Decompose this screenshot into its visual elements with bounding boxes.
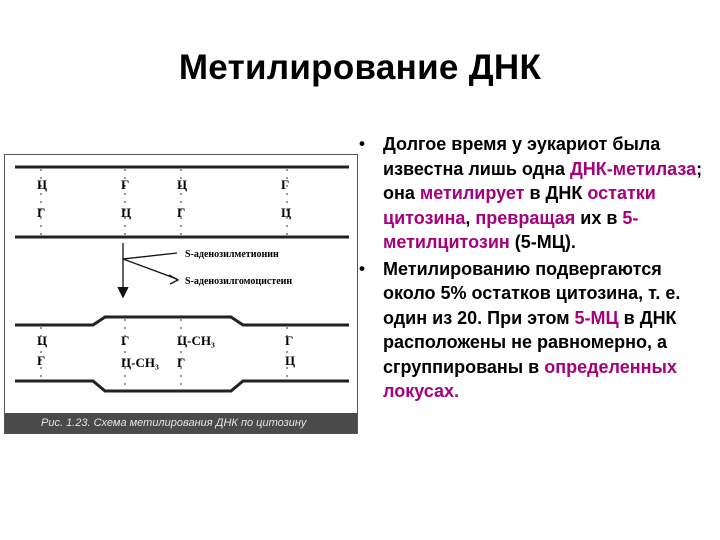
base-bottom-4: Ц [281, 205, 292, 220]
text-run: ; она [383, 158, 703, 203]
methylation-diagram [4, 154, 358, 434]
highlight-run: определенных локусах. [383, 356, 677, 401]
base-top-2: Г [121, 177, 130, 192]
base-top-after-4: Г [285, 333, 294, 348]
text-run: в ДНК расположены не равномерно, а сгруппированы в [383, 307, 677, 377]
slide-title: Метилирование ДНК [178, 48, 542, 87]
highlight-run: 5-метилцитозин [383, 207, 639, 252]
base-top-after-1: Ц [37, 333, 48, 348]
base-bottom-1: Г [37, 205, 46, 220]
base-top-after-2: Г [121, 333, 130, 348]
product-label: S-аденозилгомоцистеин [185, 276, 293, 287]
text-run: их в [575, 207, 623, 228]
bullet-item-1 [357, 132, 707, 255]
figure-caption: Рис. 1.23. Схема метилирования ДНК по цитозину [5, 413, 357, 433]
base-top-4: Г [281, 177, 290, 192]
bullet-dot-icon: • [359, 134, 365, 153]
highlight-run: остатки цитозина [383, 183, 656, 228]
base-bottom-after-1: Г [37, 353, 46, 368]
highlight-run: 5-МЦ [574, 307, 619, 328]
base-bottom-after-4: Ц [285, 353, 296, 368]
highlight-run: метилирует [419, 183, 525, 203]
base-top-1: Ц [37, 177, 48, 192]
base-bottom-after-3: Г [177, 355, 186, 370]
base-bottom-2: Ц [121, 205, 132, 220]
bullet-item-2 [357, 257, 707, 404]
duplex-before-ticks [41, 169, 290, 235]
methylation-scheme-drawing [5, 155, 357, 413]
base-bottom-after-2: Ц-CH₃ [121, 355, 159, 370]
highlight-run: превращая [475, 207, 576, 228]
text-run: Долгое время у эукариот была известна лишь одна [383, 134, 661, 179]
bullet-list [357, 132, 707, 406]
reaction-arrow [118, 243, 178, 297]
donor-label: S-аденозилметионин [185, 249, 279, 260]
duplex-after-ticks [41, 319, 287, 389]
base-top-after-3: Ц-CH₃ [177, 333, 215, 348]
duplex-after [15, 317, 349, 391]
base-top-3: Ц [177, 177, 188, 192]
text-run: , [465, 207, 476, 228]
highlight-run: ДНК-метилаза [569, 158, 697, 179]
base-bottom-3: Г [177, 205, 186, 220]
text-run: в ДНК [524, 183, 588, 203]
text-run: (5-МЦ). [509, 232, 576, 252]
text-run: Метилированию подвергаются около 5% остатков цитозина, т. е. один из 20. При этом [383, 258, 687, 328]
bullet-dot-icon: • [359, 258, 365, 278]
